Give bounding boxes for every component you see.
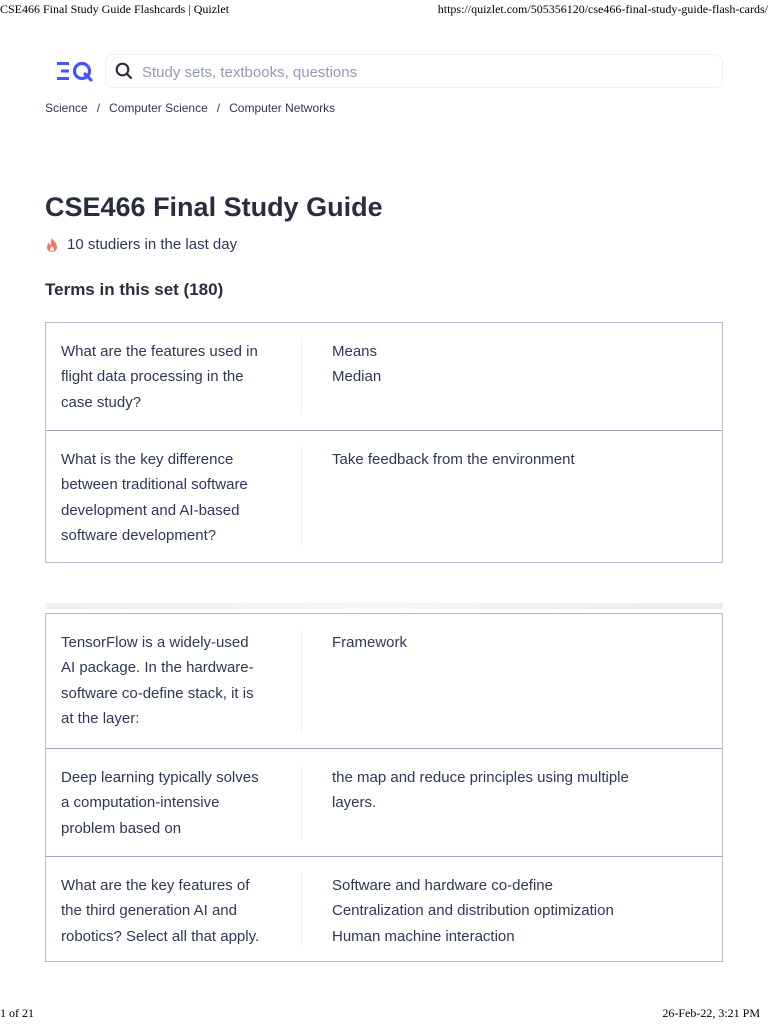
studiers-count [45,236,237,253]
breadcrumb-separator: / [216,101,221,115]
search-input[interactable] [140,59,712,85]
search-icon [114,61,134,81]
flashcard-row[interactable] [46,323,722,430]
print-page-number: 1 of 21 [0,1006,34,1020]
studiers-text: 10 studiers in the last day [67,236,238,253]
flashcard-row[interactable] [46,614,722,748]
card-group [45,613,723,962]
print-header-url: https://quizlet.com/505356120/cse466-final-study-guide-flash-cards/ [437,2,768,16]
flashcard-row[interactable] [46,748,722,856]
page-title: CSE466 Final Study Guide [45,192,383,222]
term-text: What is the key difference between traditional software development and AI-based software development? [61,451,248,544]
definition-text: Means Median [332,343,382,386]
card-divider [301,765,302,840]
flame-icon [45,237,59,253]
breadcrumb-separator: / [96,101,101,115]
quizlet-logo-icon[interactable] [55,58,95,84]
card-divider [301,630,302,732]
card-divider [301,447,302,546]
breadcrumb-computer-networks[interactable]: Computer Networks [229,101,336,115]
top-bar [45,54,723,88]
definition-text: Take feedback from the environment [332,451,575,468]
term-text: TensorFlow is a widely-used AI package. In the hardware- software co-define stack, it is at the layer: [61,634,254,727]
card-group [45,322,723,563]
print-footer [0,1006,768,1024]
breadcrumb-science[interactable]: Science [45,101,88,115]
flashcard-row[interactable] [46,430,722,562]
terms-heading: Terms in this set (180) [45,280,224,299]
ad-placeholder [45,603,723,609]
card-divider [301,873,302,945]
print-header-title: CSE466 Final Study Guide Flashcards | Quizlet [0,2,230,16]
definition-text: the map and reduce principles using multiple layers. [332,769,629,812]
term-text: Deep learning typically solves a computation-intensive problem based on [61,769,259,837]
term-text: What are the features used in flight data processing in the case study? [61,343,258,411]
search-box[interactable] [105,54,723,88]
print-header [0,0,768,18]
breadcrumb-computer-science[interactable]: Computer Science [109,101,208,115]
term-text: What are the key features of the third generation AI and robotics? Select all that apply. [61,877,260,945]
print-date: 26-Feb-22, 3:21 PM [662,1006,760,1020]
definition-text: Framework [332,634,408,651]
flashcard-row[interactable] [46,856,722,961]
card-divider [301,339,302,414]
definition-text: Software and hardware co-define Centralization and distribution optimization Human machine interaction [332,877,614,945]
breadcrumb [45,101,335,115]
